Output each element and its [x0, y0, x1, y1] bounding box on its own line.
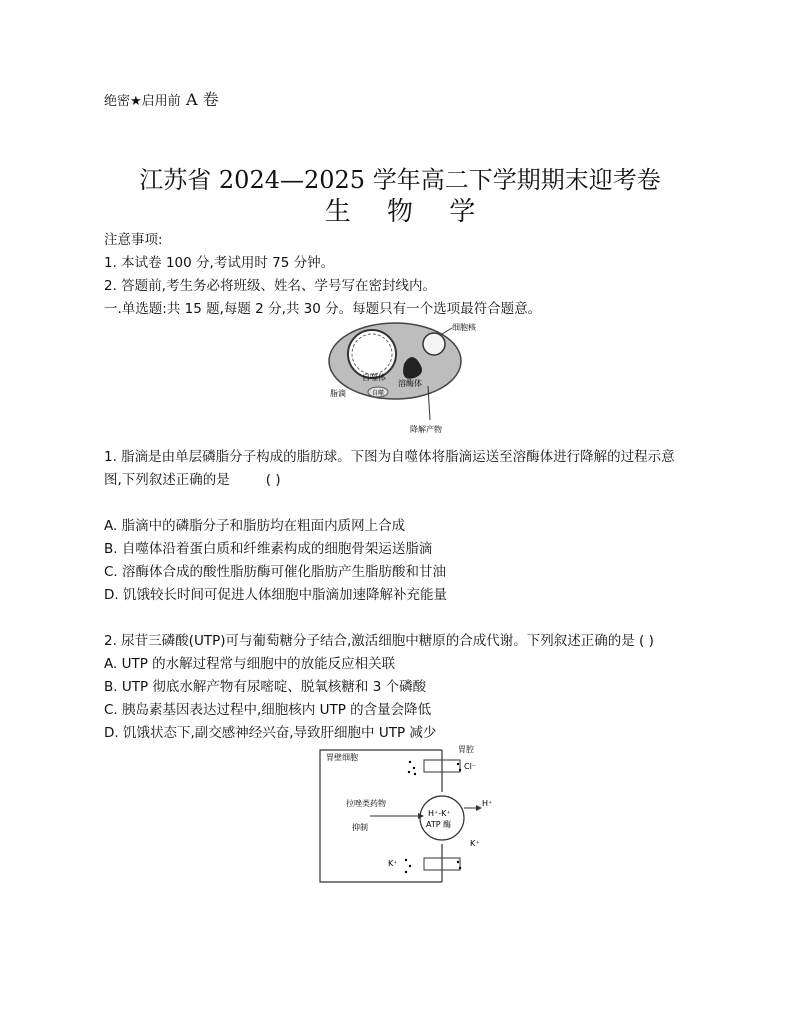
autophagosome-shape [348, 330, 396, 378]
h-label: H⁺ [482, 799, 492, 808]
ion-dot [408, 771, 410, 773]
ion-dot [459, 867, 461, 869]
question-1-option-c: C. 溶酶体合成的酸性脂肪酶可催化脂肪产生脂肪酸和甘油 [104, 564, 447, 580]
ion-dot [409, 761, 411, 763]
ion-dot [405, 859, 407, 861]
confidential-label: 绝密★启用前 [104, 94, 181, 109]
pump-label-line-2: ATP 酶 [426, 820, 452, 829]
question-1-stem-line-2 [104, 468, 281, 488]
autophagosome-label: 自噬体 [362, 373, 386, 382]
question-1-option-b: B. 自噬体沿着蛋白质和纤维素构成的细胞骨架运送脂滴 [104, 541, 433, 557]
question-2-stem: 2. 尿苷三磷酸(UTP)可与葡萄糖分子结合,激活细胞中糖原的合成代谢。下列叙述正确的是 ( ) [104, 633, 654, 649]
notes-heading: 注意事项: [104, 232, 163, 248]
question-2-option-c: C. 胰岛素基因表达过程中,细胞核内 UTP 的含量会降低 [104, 702, 432, 718]
question-1-option-a: A. 脂滴中的磷脂分子和脂肪均在粗面内质网上合成 [104, 518, 406, 534]
pump-label-line-1: H⁺-K⁺ [428, 809, 451, 818]
oval-label: 自噬 [372, 390, 385, 397]
ion-dot [413, 767, 415, 769]
nucleus-pointer [442, 328, 452, 334]
question-2-option-b: B. UTP 彻底水解产物有尿嘧啶、脱氧核糖和 3 个磷酸 [104, 679, 427, 695]
notes-item: 2. 答题前,考生务必将班级、姓名、学号写在密封线内。 [104, 278, 436, 294]
k-in-label: K⁺ [388, 859, 398, 868]
ion-dot [457, 861, 459, 863]
inhibit-label: 抑制 [352, 823, 368, 832]
question-2-option-d: D. 饥饿状态下,副交感神经兴奋,导致肝细胞中 UTP 减少 [104, 725, 437, 741]
lipid-droplet-label: 脂滴 [330, 389, 346, 398]
drug-label: 拉唑类药物 [346, 799, 386, 808]
subject-title: 生 物 学 [324, 197, 490, 227]
paper-type: A 卷 [186, 90, 219, 109]
nucleus-shape [423, 333, 445, 355]
proton-pump [420, 796, 464, 840]
notes-item: 1. 本试卷 100 分,考试用时 75 分钟。 [104, 255, 335, 271]
question-2-option-a: A. UTP 的水解过程常与细胞中的放能反应相关联 [104, 656, 396, 672]
section-title: 一.单选题:共 15 题,每题 2 分,共 30 分。每题只有一个选项最符合题意。 [104, 301, 542, 317]
ion-dot [414, 773, 416, 775]
lysosome-label: 溶酶体 [398, 379, 422, 388]
cl-label: Cl⁻ [464, 762, 477, 771]
question-1-stem-text: 图,下列叙述正确的是 [104, 472, 230, 488]
answer-paren: ( ) [265, 472, 281, 488]
question-1-option-d: D. 饥饿较长时间可促进人体细胞中脂滴加速降解补充能量 [104, 587, 447, 603]
nucleus-label: 细胞核 [452, 323, 476, 332]
proton-pump-figure [312, 742, 492, 892]
ion-dot [405, 871, 407, 873]
autophagy-figure [320, 316, 490, 438]
degradation-label: 降解产物 [410, 425, 442, 434]
ion-dot [457, 763, 459, 765]
question-1-stem-line-1: 1. 脂滴是由单层磷脂分子构成的脂肪球。下图为自噬体将脂滴运送至溶酶体进行降解的过程示意 [104, 449, 675, 465]
cell-label: 胃壁细胞 [326, 753, 358, 762]
page-title: 江苏省 2024—2025 学年高二下学期期末迎考卷 [139, 166, 661, 194]
lumen-label: 胃腔 [458, 745, 474, 754]
ion-dot [459, 769, 461, 771]
k-out-label: K⁺ [470, 839, 480, 848]
ion-dot [409, 865, 411, 867]
